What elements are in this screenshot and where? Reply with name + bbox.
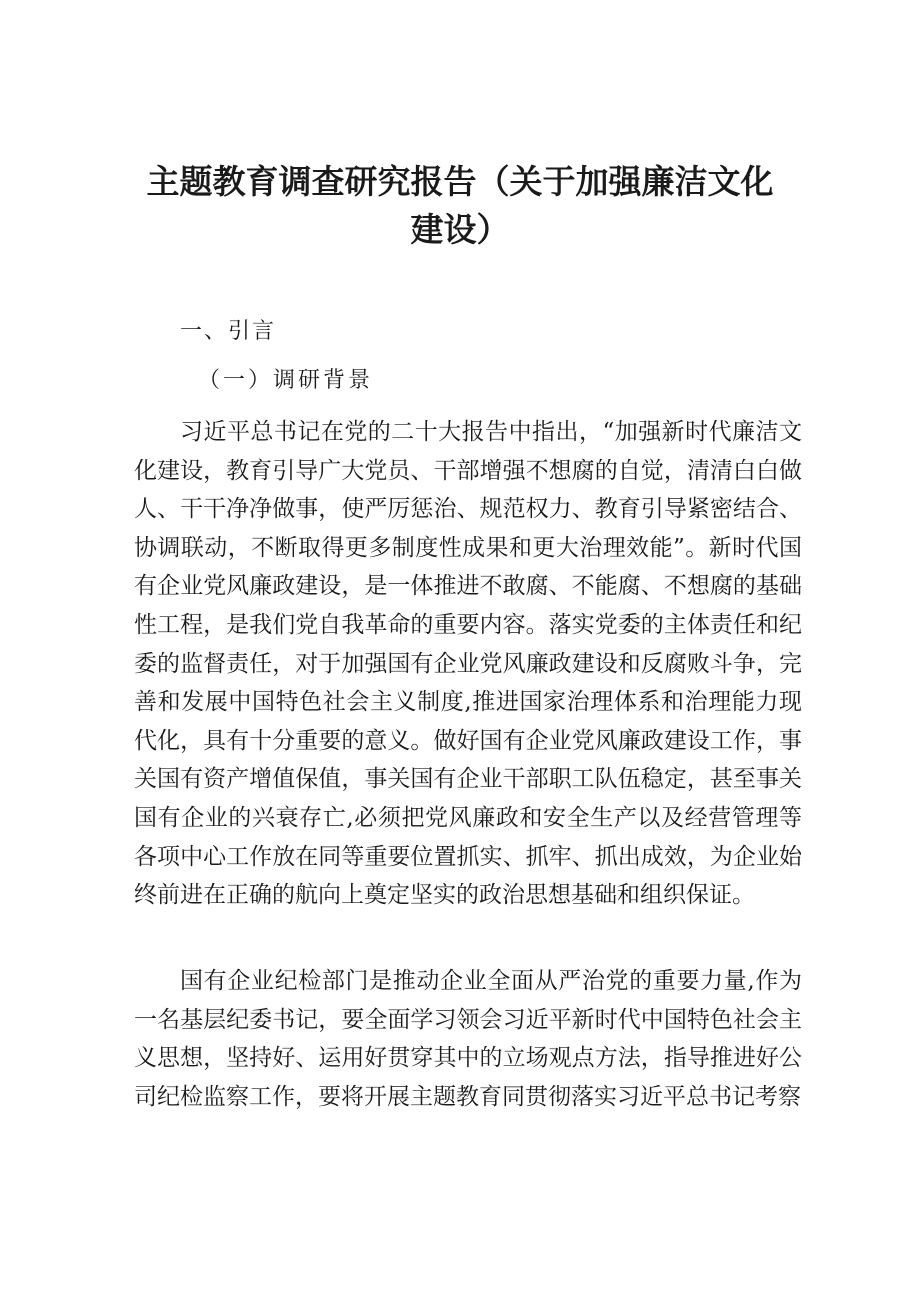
body-paragraph: 习近平总书记在党的二十大报告中指出，“加强新时代廉洁文化建设，教育引导广大党员、干部增强不想腐的自觉，清清白白做人、干干净净做事，使严厉惩治、规范权力、教育引导紧密结合、协调联动，不断取得更多制度性成果和更大治理效能”。新时代国有企业党风廉政建设，是一体推进不敢腐、不能腐、不想腐的基础性工程，是我们党自我革命的重要内容。落实党委的主体责任和纪委的监督责任，对于加强国有企业党风廉政建设和反腐败斗争，完善和发展中国特色社会主义制度,推进国家治理体系和治理能力现代化，具有十分重要的意义。做好国有企业党风廉政建设工作，事关国有资产增值保值，事关国有企业干部职工队伍稳定，甚至事关国有企业的兴衰存亡,必须把党风廉政和安全生产以及经营管理等各项中心工作放在同等重要位置抓实、抓牢、抓出成效，为企业始终前进在正确的航向上奠定坚实的政治思想基础和组织保证。: [134, 419, 802, 909]
body-paragraph: 国有企业纪检部门是推动企业全面从严治党的重要力量,作为一名基层纪委书记，要全面学习领会习近平新时代中国特色社会主义思想，坚持好、运用好贯穿其中的立场观点方法，指导推进好公司纪检监察工作，要将开展主题教育同贯彻落实习近平总书记考察: [134, 968, 802, 1110]
subsection-heading: （一）调研背景: [198, 368, 374, 393]
document-title: 主题教育调查研究报告（关于加强廉洁文化建设）: [146, 162, 774, 249]
section-heading: 一、引言: [180, 319, 277, 344]
